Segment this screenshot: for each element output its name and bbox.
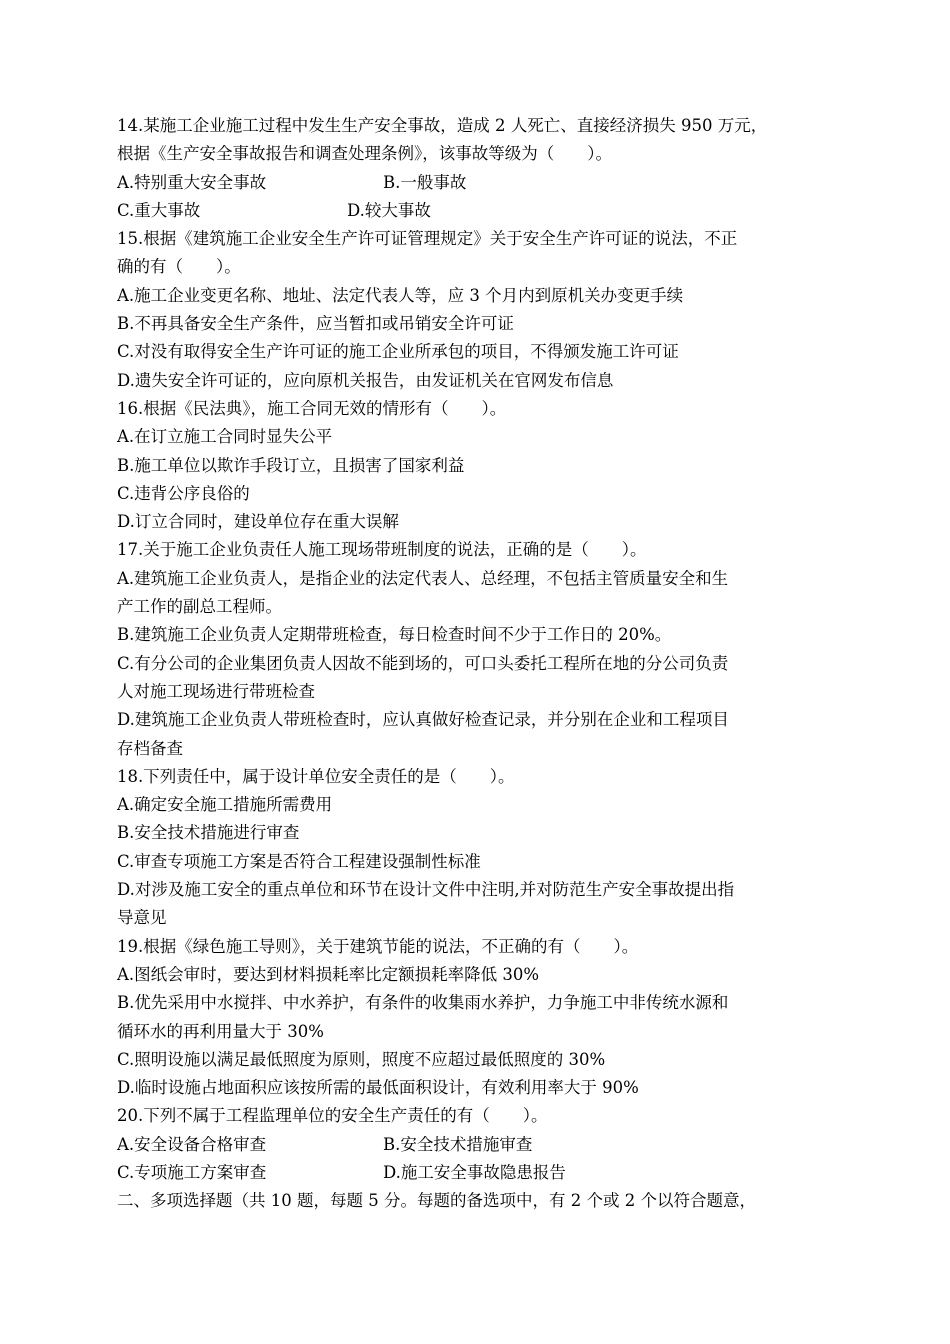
option-a: A.确定安全施工措施所需费用 bbox=[117, 795, 333, 815]
option-c: C.照明设施以满足最低照度为原则，照度不应超过最低照度的 30% bbox=[117, 1049, 606, 1069]
option-d: D.临时设施占地面积应该按所需的最低面积设计，有效利用率大于 90% bbox=[117, 1078, 639, 1098]
question-stem: 根据《生产安全事故报告和调查处理条例》，该事故等级为（ ）。 bbox=[117, 144, 612, 164]
option-a: A.图纸会审时，要达到材料损耗率比定额损耗率降低 30% bbox=[117, 964, 540, 984]
option-c: C.有分公司的企业集团负责人因故不能到场的，可口头委托工程所在地的分公司负责 bbox=[117, 653, 729, 673]
option-d-continued: 导意见 bbox=[117, 908, 167, 928]
option-b: B.施工单位以欺诈手段订立，且损害了国家利益 bbox=[117, 455, 465, 475]
question-stem: 20.下列不属于工程监理单位的安全生产责任的有（ ）。 bbox=[117, 1106, 548, 1126]
option-d: D.较大事故 bbox=[347, 200, 431, 220]
option-b: B.一般事故 bbox=[383, 172, 467, 192]
option-a-continued: 产工作的副总工程师。 bbox=[117, 597, 282, 617]
option-c: C.重大事故 bbox=[117, 200, 201, 220]
question-18 bbox=[117, 763, 839, 933]
option-b: B.建筑施工企业负责人定期带班检查，每日检查时间不少于工作日的 20%。 bbox=[117, 625, 672, 645]
question-stem: 17.关于施工企业负责任人施工现场带班制度的说法，正确的是（ ）。 bbox=[117, 540, 647, 560]
question-stem: 18.下列责任中，属于设计单位安全责任的是（ ）。 bbox=[117, 766, 515, 786]
question-19 bbox=[117, 933, 839, 1103]
question-stem: 19.根据《绿色施工导则》，关于建筑节能的说法，不正确的有（ ）。 bbox=[117, 936, 639, 956]
option-row bbox=[117, 1131, 839, 1159]
question-15 bbox=[117, 225, 839, 395]
option-c: C.对没有取得安全生产许可证的施工企业所承包的项目，不得颁发施工许可证 bbox=[117, 342, 679, 362]
option-b-continued: 循环水的再利用量大于 30% bbox=[117, 1021, 324, 1041]
option-a: A.特别重大安全事故 bbox=[117, 172, 267, 192]
question-stem: 16.根据《民法典》，施工合同无效的情形有（ ）。 bbox=[117, 398, 507, 418]
option-c: C.专项施工方案审查 bbox=[117, 1162, 267, 1182]
option-c: C.违背公序良俗的 bbox=[117, 483, 250, 503]
question-16 bbox=[117, 395, 839, 536]
option-b: B.安全技术措施进行审查 bbox=[117, 823, 300, 843]
document-page bbox=[117, 112, 839, 1216]
option-b: B.不再具备安全生产条件，应当暂扣或吊销安全许可证 bbox=[117, 314, 514, 334]
option-a: A.施工企业变更名称、地址、法定代表人等，应 3 个月内到原机关办变更手续 bbox=[117, 285, 684, 305]
question-stem: 14.某施工企业施工过程中发生生产安全事故，造成 2 人死亡、直接经济损失 950 万元， bbox=[117, 116, 768, 135]
option-d-continued: 存档备查 bbox=[117, 738, 183, 758]
question-stem: 15.根据《建筑施工企业安全生产许可证管理规定》关于安全生产许可证的说法，不正 bbox=[117, 229, 738, 249]
option-b: B.安全技术措施审查 bbox=[383, 1134, 533, 1154]
option-c: C.审查专项施工方案是否符合工程建设强制性标准 bbox=[117, 851, 481, 871]
option-row bbox=[117, 1159, 839, 1187]
question-14 bbox=[117, 112, 839, 225]
question-stem: 确的有（ ）。 bbox=[117, 257, 241, 277]
question-20 bbox=[117, 1102, 839, 1187]
option-a: A.在订立施工合同时显失公平 bbox=[117, 427, 333, 447]
option-a: A.建筑施工企业负责人，是指企业的法定代表人、总经理，不包括主管质量安全和生 bbox=[117, 568, 729, 588]
section-heading: 二、多项选择题（共 10 题，每题 5 分。每题的备选项中，有 2 个或 2 个以符合题意， bbox=[117, 1191, 756, 1211]
question-17 bbox=[117, 536, 839, 762]
option-d: D.遗失安全许可证的，应向原机关报告，由发证机关在官网发布信息 bbox=[117, 370, 614, 390]
option-b: B.优先采用中水搅拌、中水养护，有条件的收集雨水养护，力争施工中非传统水源和 bbox=[117, 993, 729, 1013]
option-d: D.建筑施工企业负责人带班检查时，应认真做好检查记录，并分别在企业和工程项目 bbox=[117, 710, 729, 730]
option-d: D.订立合同时，建设单位存在重大误解 bbox=[117, 512, 399, 532]
option-row bbox=[117, 197, 839, 225]
option-row bbox=[117, 169, 839, 197]
option-c-continued: 人对施工现场进行带班检查 bbox=[117, 681, 315, 701]
option-d: D.施工安全事故隐患报告 bbox=[383, 1162, 566, 1182]
option-a: A.安全设备合格审查 bbox=[117, 1134, 267, 1154]
option-d: D.对涉及施工安全的重点单位和环节在设计文件中注明,并对防范生产安全事故提出指 bbox=[117, 880, 735, 900]
